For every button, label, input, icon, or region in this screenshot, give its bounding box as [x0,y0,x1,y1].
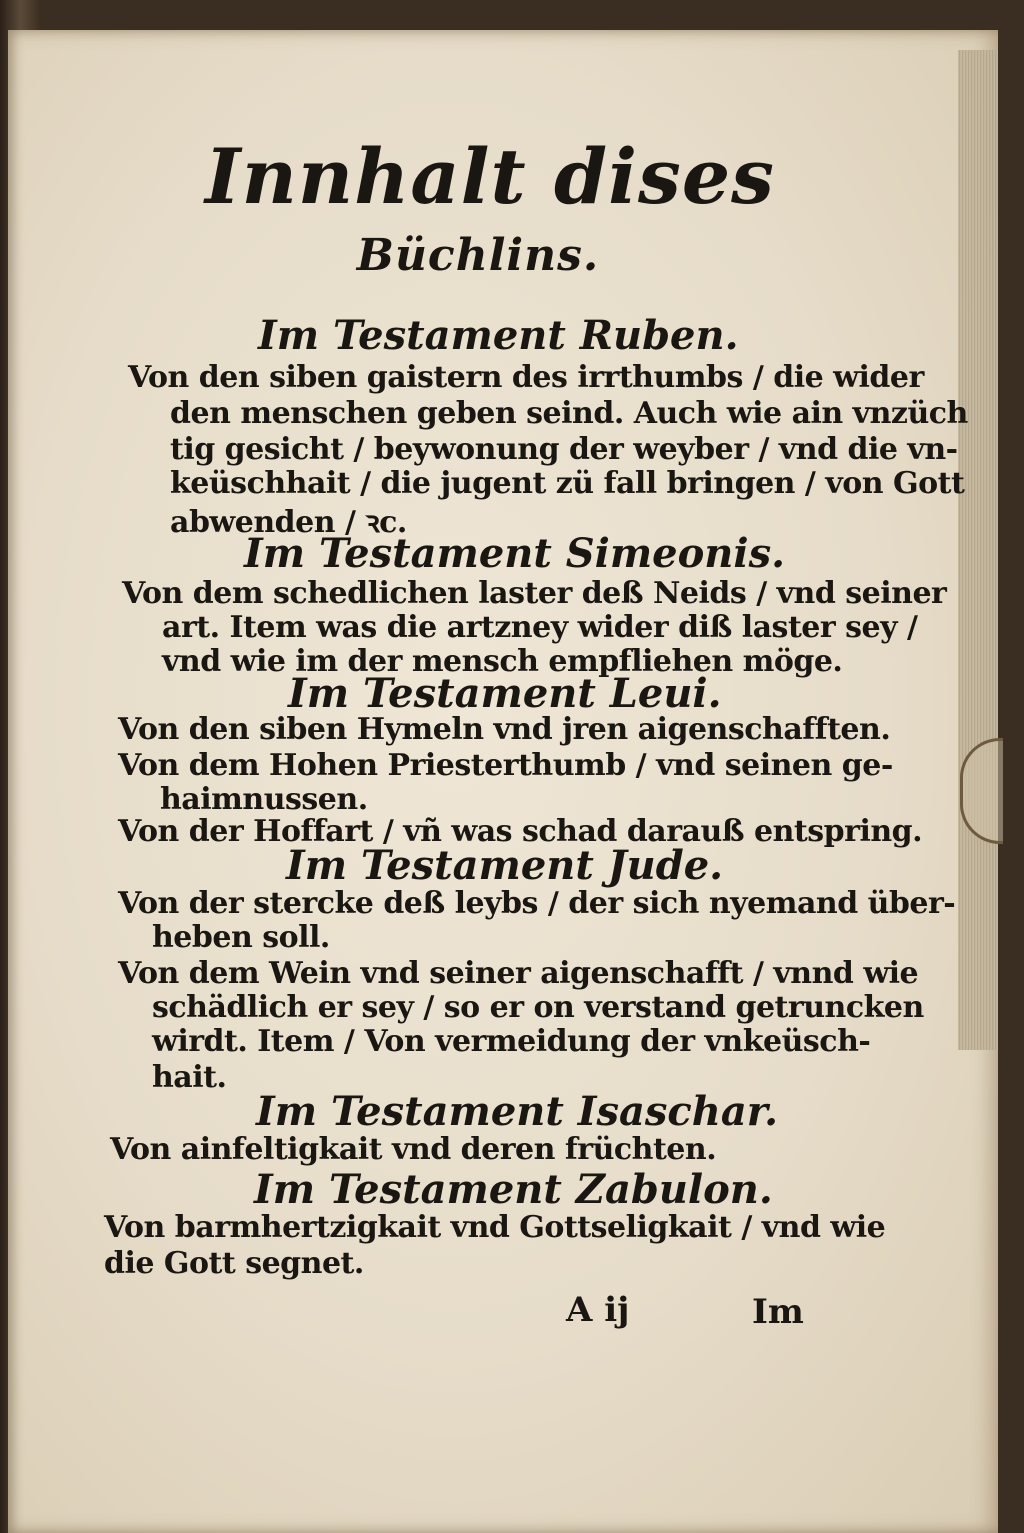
section-line: tig gesicht / beywonung der weyber / vnd die vn- [170,432,958,467]
section-line: wirdt. Item / Von vermeidung der vnkeüsch- [152,1024,871,1059]
section-heading-isaschar: Im Testament Isaschar. [256,1088,779,1135]
section-line: haimnussen. [160,782,368,817]
section-heading-simeonis: Im Testament Simeonis. [244,530,786,577]
section-line: vnd wie im der mensch empfliehen möge. [162,644,843,679]
section-line: Von der Hoffart / vñ was schad darauß entspring. [118,814,923,849]
section-line: die Gott segnet. [104,1246,364,1281]
section-line: den menschen geben seind. Auch wie ain vnzüch [170,396,968,431]
section-line: Von barmhertzigkait vnd Gottseligkait / vnd wie [104,1210,886,1245]
section-line: keüschhait / die jugent zü fall bringen / von Gott [170,466,965,501]
section-line: Von ainfeltigkait vnd deren früchten. [110,1132,717,1167]
section-heading-jude: Im Testament Jude. [286,842,724,889]
section-heading-zabulon: Im Testament Zabulon. [254,1166,773,1213]
section-line: schädlich er sey / so er on verstand getruncken [152,990,924,1025]
catchword: Im [752,1292,804,1332]
signature-mark: A ij [566,1290,630,1330]
section-line: art. Item was die artzney wider diß laster sey / [162,610,918,645]
section-line: Von den siben Hymeln vnd jren aigenschafften. [118,712,891,747]
section-line: hait. [152,1060,227,1095]
section-line: Von der stercke deß leybs / der sich nyemand über- [118,886,956,921]
section-line: abwenden / ꝛc. [170,505,407,540]
section-heading-leui: Im Testament Leui. [288,670,722,717]
page-title: Innhalt dises [205,132,775,221]
section-line: Von dem Hohen Priesterthumb / vnd seinen ge- [118,748,893,783]
section-heading-ruben: Im Testament Ruben. [258,312,739,359]
section-line: Von dem Wein vnd seiner aigenschafft / vnnd wie [118,956,919,991]
page-subtitle: Büchlins. [356,230,600,281]
section-line: Von den siben gaistern des irrthumbs / die wider [128,360,924,395]
section-line: Von dem schedlichen laster deß Neids / vnd seiner [122,576,947,611]
section-line: heben soll. [152,920,330,955]
